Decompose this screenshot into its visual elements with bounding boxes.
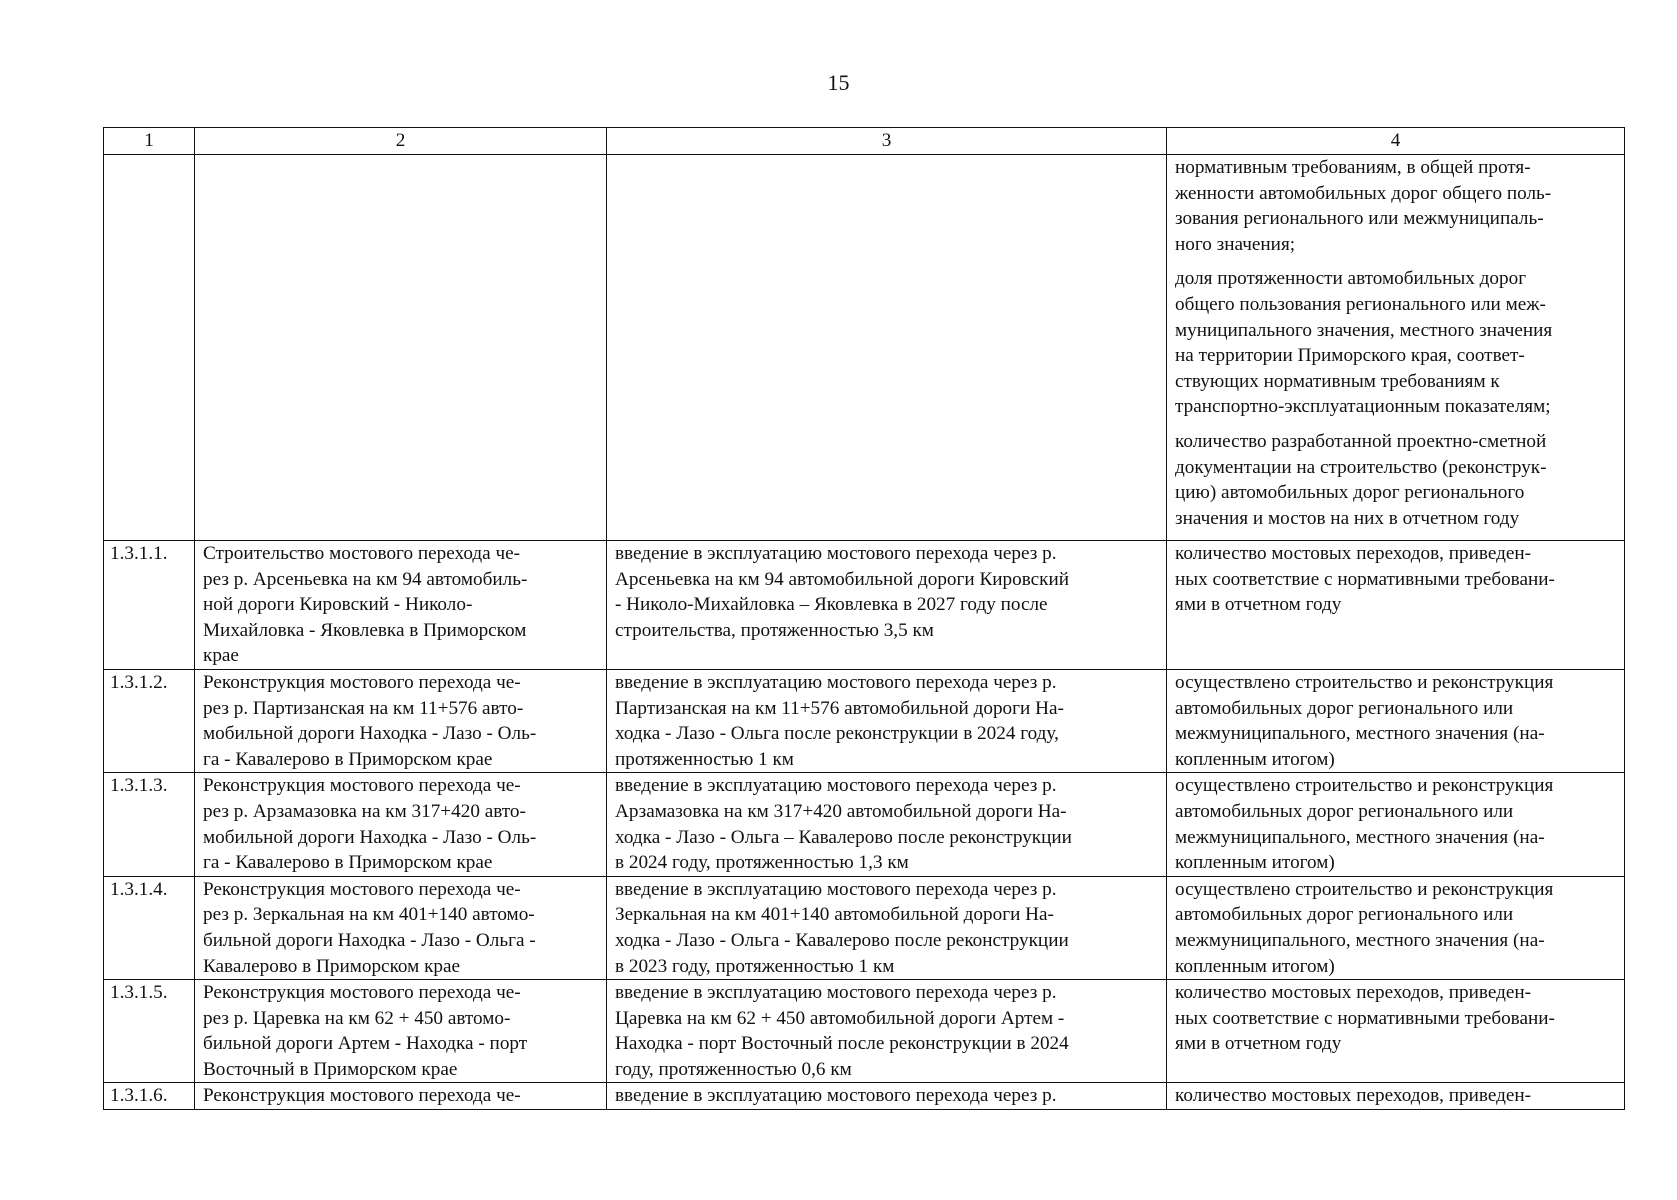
cell-result: введение в эксплуатацию мостового перехода через р. Арзамазовка на км 317+420 автомобильной дороги На- ходка - Лазо - Ольга – Кавалерово после реконструкции в 2024 году, протяженностью 1,3 км <box>607 773 1167 876</box>
cell-name: Строительство мостового перехода че- рез р. Арсеньевка на км 94 автомобиль- ной дороги Кировский - Николо- Михайловка - Яковлевка в Приморском крае <box>195 541 607 670</box>
cell-num <box>104 155 195 541</box>
column-number-2: 2 <box>195 128 607 155</box>
cell-indicator: осуществлено строительство и реконструкция автомобильных дорог регионального или межмуниципального, местного значения (на- копленным итогом) <box>1167 773 1625 876</box>
cell-result: введение в эксплуатацию мостового перехода через р. <box>607 1083 1167 1110</box>
table-row <box>104 669 1625 772</box>
table-row <box>104 876 1625 979</box>
cell-name: Реконструкция мостового перехода че- рез р. Арзамазовка на км 317+420 авто- мобильной дороги Находка - Лазо - Оль- га - Кавалерово в Приморском крае <box>195 773 607 876</box>
program-table <box>103 127 1625 1110</box>
cell-result: введение в эксплуатацию мостового перехода через р. Царевка на км 62 + 450 автомобильной дороги Артем - Находка - порт Восточный после реконструкции в 2024 году, протяженностью 0,6 км <box>607 980 1167 1083</box>
column-number-3: 3 <box>607 128 1167 155</box>
cell-num: 1.3.1.5. <box>104 980 195 1083</box>
column-number-1: 1 <box>104 128 195 155</box>
cell-indicator <box>1167 155 1625 541</box>
indicator-paragraph: доля протяженности автомобильных дорог общего пользования регионального или меж- муниципального значения, местного значения на территории Приморского края, соответ- ствующих нормативным требованиям к транспортно-эксплуатационным показателям; <box>1175 268 1553 418</box>
cell-result: введение в эксплуатацию мостового перехода через р. Зеркальная на км 401+140 автомобильной дороги На- ходка - Лазо - Ольга - Кавалерово после реконструкции в 2023 году, протяженностью 1 км <box>607 876 1167 979</box>
cell-name: Реконструкция мостового перехода че- <box>195 1083 607 1110</box>
cell-indicator: осуществлено строительство и реконструкция автомобильных дорог регионального или межмуниципального, местного значения (на- копленным итогом) <box>1167 876 1625 979</box>
table-row <box>104 980 1625 1083</box>
cell-num: 1.3.1.6. <box>104 1083 195 1110</box>
column-number-row <box>104 128 1625 155</box>
cell-name: Реконструкция мостового перехода че- рез р. Царевка на км 62 + 450 автомо- бильной дороги Артем - Находка - порт Восточный в Приморском крае <box>195 980 607 1083</box>
table-row <box>104 541 1625 670</box>
cell-result: введение в эксплуатацию мостового перехода через р. Арсеньевка на км 94 автомобильной дороги Кировский - Николо-Михайловка – Яковлевка в 2027 году после строительства, протяженностью 3,5 км <box>607 541 1167 670</box>
cell-indicator: количество мостовых переходов, приведен- ных соответствие с нормативными требовани- ями в отчетном году <box>1167 541 1625 670</box>
cell-result: введение в эксплуатацию мостового перехода через р. Партизанская на км 11+576 автомобильной дороги На- ходка - Лазо - Ольга после реконструкции в 2024 году, протяженностью 1 км <box>607 669 1167 772</box>
cell-num: 1.3.1.2. <box>104 669 195 772</box>
table-row <box>104 773 1625 876</box>
cell-name: Реконструкция мостового перехода че- рез р. Партизанская на км 11+576 авто- мобильной дороги Находка - Лазо - Оль- га - Кавалерово в Приморском крае <box>195 669 607 772</box>
column-number-4: 4 <box>1167 128 1625 155</box>
cell-indicator: количество мостовых переходов, приведен- ных соответствие с нормативными требовани- ями в отчетном году <box>1167 980 1625 1083</box>
cell-num: 1.3.1.3. <box>104 773 195 876</box>
indicator-paragraph: нормативным требованиям, в общей протя- женности автомобильных дорог общего поль- зования регионального или межмуниципаль- ного значения; <box>1175 157 1552 255</box>
continuation-row <box>104 155 1625 541</box>
cell-indicator: количество мостовых переходов, приведен- <box>1167 1083 1625 1110</box>
table-row <box>104 1083 1625 1110</box>
cell-indicator: осуществлено строительство и реконструкция автомобильных дорог регионального или межмуниципального, местного значения (на- копленным итогом) <box>1167 669 1625 772</box>
cell-name <box>195 155 607 541</box>
cell-num: 1.3.1.4. <box>104 876 195 979</box>
cell-name: Реконструкция мостового перехода че- рез р. Зеркальная на км 401+140 автомо- бильной дороги Находка - Лазо - Ольга - Кавалерово в Приморском крае <box>195 876 607 979</box>
indicator-paragraph: количество разработанной проектно-сметной документации на строительство (реконструк- цию) автомобильных дорог регионального значения и мостов на них в отчетном году <box>1175 430 1547 529</box>
cell-num: 1.3.1.1. <box>104 541 195 670</box>
cell-result <box>607 155 1167 541</box>
page-number: 15 <box>827 70 850 95</box>
